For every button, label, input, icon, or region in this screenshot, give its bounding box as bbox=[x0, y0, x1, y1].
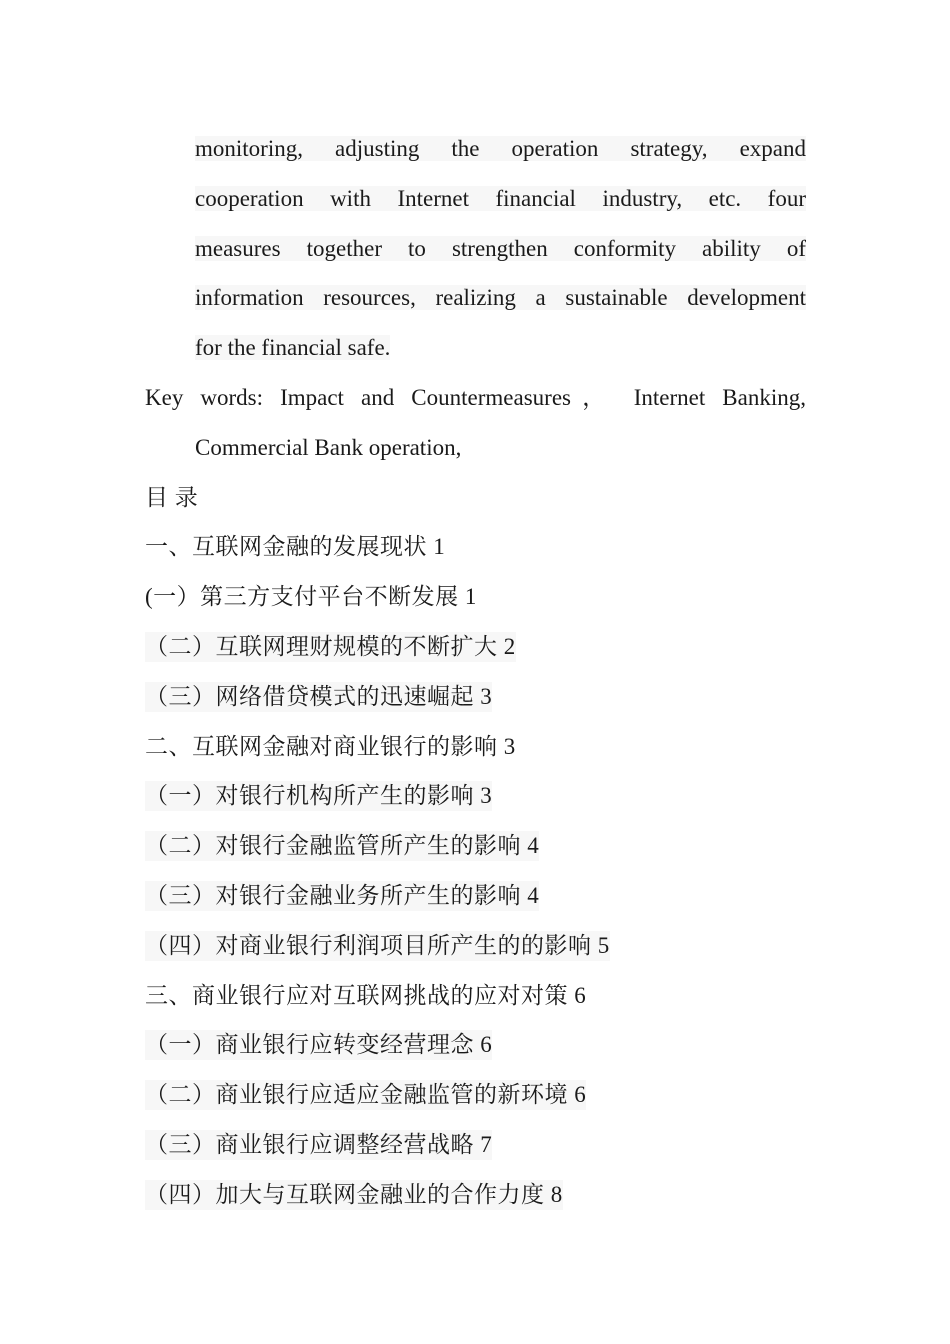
document-page bbox=[145, 124, 806, 1220]
toc-entry: （一）对银行机构所产生的影响 3 bbox=[145, 771, 806, 821]
toc-entry: （四）对商业银行利润项目所产生的的影响 5 bbox=[145, 921, 806, 971]
keywords-section bbox=[145, 373, 806, 473]
toc-entry: (一）第三方支付平台不断发展 1 bbox=[145, 584, 477, 610]
abstract-line: measures together to strengthen conformity ability of bbox=[195, 235, 806, 261]
table-of-contents bbox=[145, 473, 806, 1220]
abstract-line: cooperation with Internet financial industry, etc. four bbox=[195, 185, 806, 211]
toc-entry: 三、商业银行应对互联网挑战的应对对策 6 bbox=[145, 982, 587, 1008]
abstract-line: for the financial safe. bbox=[195, 335, 391, 361]
toc-entry: （一）商业银行应转变经营理念 6 bbox=[145, 1020, 806, 1070]
toc-entry: （三）商业银行应调整经营战略 7 bbox=[145, 1120, 806, 1170]
toc-entry: 二、互联网金融对商业银行的影响 3 bbox=[145, 733, 516, 759]
toc-entry: （三）对银行金融业务所产生的影响 4 bbox=[145, 871, 806, 921]
keywords-line-continued: Commercial Bank operation, bbox=[195, 434, 462, 460]
toc-entry: （二）对银行金融监管所产生的影响 4 bbox=[145, 821, 806, 871]
toc-entry: （二）互联网理财规模的不断扩大 2 bbox=[145, 622, 806, 672]
keywords-line: Key words: Impact and Countermeasures， Internet Banking, bbox=[145, 384, 806, 410]
toc-entry: （三）网络借贷模式的迅速崛起 3 bbox=[145, 672, 806, 722]
abstract-continuation bbox=[145, 124, 806, 373]
toc-entry: （二）商业银行应适应金融监管的新环境 6 bbox=[145, 1070, 806, 1120]
toc-entry: （四）加大与互联网金融业的合作力度 8 bbox=[145, 1170, 806, 1220]
toc-entry: 一、互联网金融的发展现状 1 bbox=[145, 534, 446, 560]
toc-title: 目 录 bbox=[145, 484, 199, 510]
abstract-line: monitoring, adjusting the operation strategy, expand bbox=[195, 136, 806, 161]
abstract-line: information resources, realizing a sustainable development bbox=[195, 285, 806, 311]
